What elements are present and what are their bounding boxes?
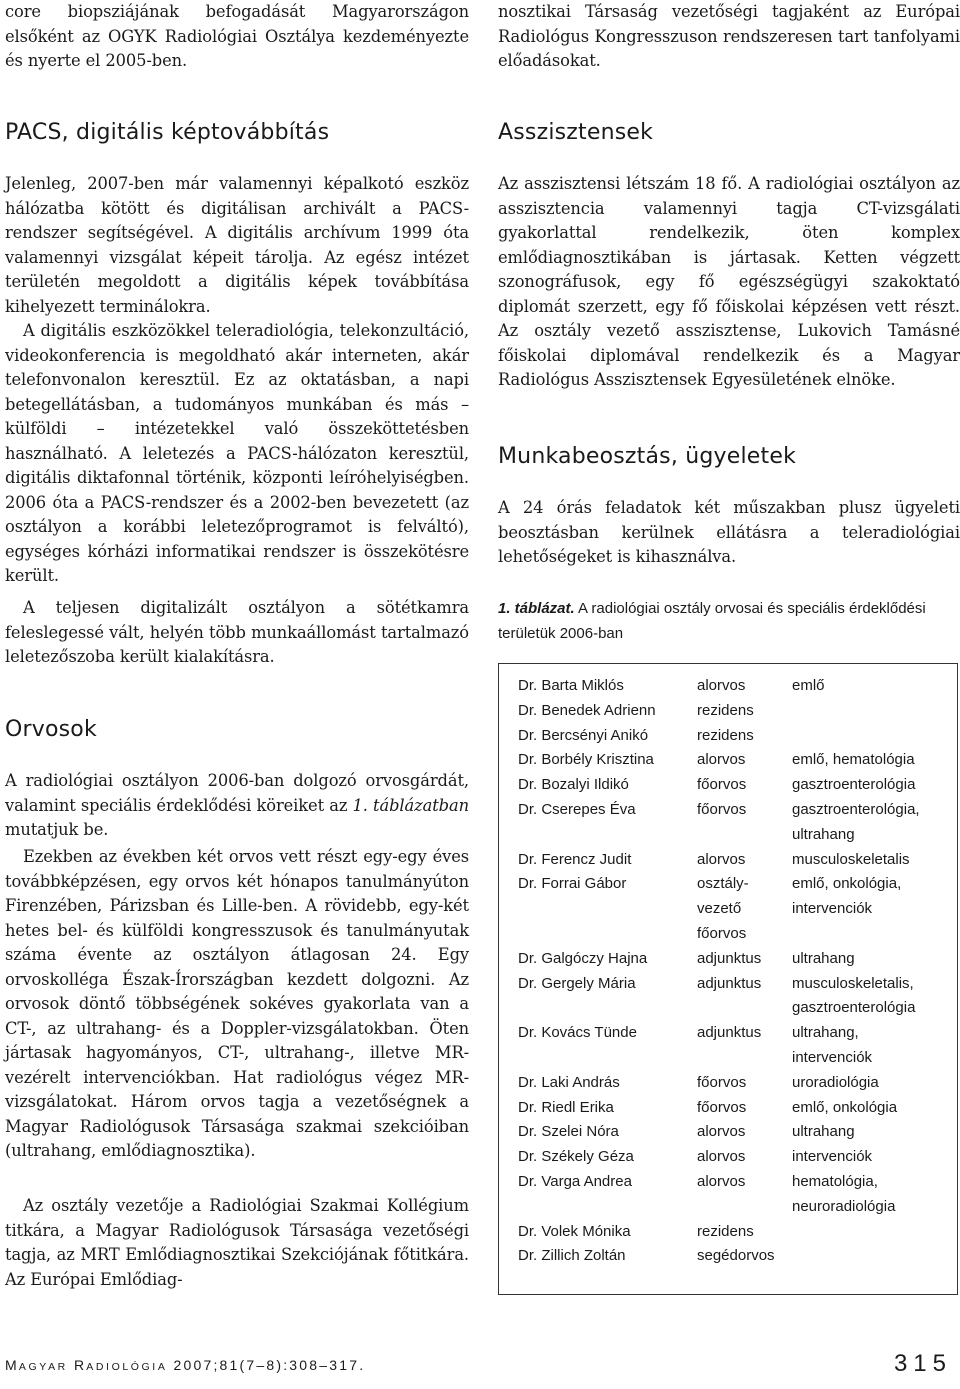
table-cell-field: neuroradiológia (792, 1197, 896, 1215)
table-row (499, 1145, 957, 1170)
table-cell-field: musculoskeletalis (792, 850, 910, 868)
table-row (499, 674, 957, 699)
table-row (499, 947, 957, 972)
table-cell-role: osztály- (697, 875, 749, 893)
table-cell-field: intervenciók (792, 900, 873, 918)
right-intro-paragraph: nosztikai Társaság vezetőségi tagjaként az Európai Radiológus Kongresszuson rendszeresen tart tanfolyami előadásokat. (498, 2, 960, 70)
table-cell-role: rezidens (697, 1222, 754, 1240)
table-cell-field: gasztroenterológia (792, 999, 916, 1017)
table-cell-name: Dr. Gergely Mária (518, 974, 636, 992)
table-cell-role: főorvos (697, 925, 747, 942)
table-cell-name: Dr. Székely Géza (518, 1148, 634, 1166)
pacs-paragraph-2: A digitális eszközökkel teleradiológia, telekonzultáció, videokonferencia is megoldható akár interneten, akár telefonvonalon keresztül. Ez az oktatásban, a napi betegellátásban, a tudományos munkában és más – külföldi – intézetekkel való összeköttetésben használható. A leletezés a PACS-hálózaton keresztül, digitális diktafonnal történik, központi leíróhelyiségben. 2006 óta a PACS-rendszer és a 2002-ben bevezetett (az osztályon a korábbi leletezőprogramot is felváltó), egységes kórházi informatikai rendszer is összekötésre került. (5, 321, 469, 585)
table-cell-field: intervenciók (792, 1148, 873, 1166)
table-cell-field: ultrahang (792, 1123, 855, 1141)
table-row (499, 1220, 957, 1245)
pacs-paragraph-1: Jelenleg, 2007-ben már valamennyi képalkotó eszköz hálózatba kötött és digitálisan archivált a PACS-rendszer segítségével. A digitális archívum 1999 óta valamennyi vizsgálat képeit tárolja. Az egész intézet területén megoldott a digitális képek továbbítása kihelyezett terminálokra. (5, 174, 469, 316)
table-row (499, 972, 957, 997)
orvosok-paragraph-3: Az osztály vezetője a Radiológiai Szakmai Kollégium titkára, a Magyar Radiológusok Társasága vezetőségi tagja, az MRT Emlődiagnosztikai Szekciójának főtitkára. Az Európai Emlődiag- (5, 1196, 469, 1289)
pacs-heading: PACS, digitális képtovábbítás (5, 120, 330, 145)
journal-smallcaps-agyar: AGYAR (18, 1361, 68, 1373)
table-cell-field: emlő, onkológia (792, 1098, 898, 1116)
table-caption-text: A radiológiai osztály orvosai és speciális érdeklődési területük 2006-ban (498, 600, 926, 642)
table-cell-field: musculoskeletalis, (792, 974, 914, 992)
table-cell-field: ultrahang (792, 825, 855, 843)
table-cell-role: főorvos (697, 801, 747, 818)
table-cell-role: alorvos (697, 677, 746, 694)
table-cell-role: rezidens (697, 726, 754, 744)
table-cell-field: emlő (792, 677, 825, 694)
table-row (499, 748, 957, 773)
left-intro-paragraph: core biopsziájának befogadását Magyarországon elsőként az OGYK Radiológiai Osztálya kezdeményezte és nyerte el 2005-ben. (5, 2, 469, 70)
asszisztensek-paragraph: Az asszisztensi létszám 18 fő. A radiológiai osztályon az asszisztencia valamennyi tagja CT-vizsgálati gyakorlattal rendelkezik, öten komplex emlődiagnosztikában is jártasak. Ketten végzett szonográfusok, egy fő egészségügyi szakoktató diplomát szerzett, egy fő főiskolai képzésen vett részt. Az osztály vezető asszisztense, Lukovich Tamásné főiskolai diplomával rendelkezik és a Magyar Radiológus Asszisztensek Egyesületének elnöke. (498, 174, 960, 389)
table-cell-name: Dr. Laki András (518, 1073, 620, 1091)
table-row (499, 798, 957, 823)
radiologists-table (498, 663, 958, 1295)
table-cell-field: hematológia, (792, 1173, 878, 1190)
table-cell-role: vezető (697, 900, 742, 918)
table-row-continuation (499, 1046, 957, 1071)
table-cell-field: emlő, hematológia (792, 751, 915, 769)
table-caption (498, 596, 960, 646)
table-cell-field: ultrahang, (792, 1024, 859, 1042)
table-cell-field: uroradiológia (792, 1073, 879, 1091)
table-row (499, 872, 957, 897)
table-cell-role: alorvos (697, 1173, 746, 1190)
table-cell-role: alorvos (697, 1123, 746, 1141)
table-row (499, 699, 957, 724)
citation-text: 2007;81(7–8):308–317. (167, 1357, 366, 1373)
orvosok-p1-text-a: A radiológiai osztályon 2006-ban dolgozó orvosgárdát, valamint speciális érdeklődési köreiket az (5, 771, 469, 815)
journal-initial-r: R (73, 1357, 87, 1373)
table-cell-field: intervenciók (792, 1049, 873, 1066)
table-cell-role: adjunktus (697, 1024, 762, 1042)
table-row-continuation (499, 823, 957, 848)
table-cell-name: Dr. Szelei Nóra (518, 1123, 619, 1141)
table-cell-name: Dr. Volek Mónika (518, 1222, 631, 1240)
table-cell-name: Dr. Cserepes Éva (518, 801, 636, 818)
table-reference: 1. táblázatban (352, 795, 469, 815)
table-cell-name: Dr. Zillich Zoltán (518, 1247, 626, 1265)
table-cell-name: Dr. Barta Miklós (518, 677, 624, 694)
table-row (499, 773, 957, 798)
table-cell-role: alorvos (697, 1148, 746, 1166)
journal-citation (5, 1357, 365, 1373)
table-row-continuation (499, 1195, 957, 1220)
orvosok-paragraph-2: Ezekben az években két orvos vett részt egy-egy éves továbbképzésen, egy orvos két hónapos tanulmányúton Firenzében, Párizsban és Lille-ben. A rövidebb, egy-két hetes bel- és külföldi kongresszusok és tanulmányutak száma évente az osztályon átlagosan 24. Egy orvoskolléga Észak-Írországban kezdett dolgozni. Az orvosok döntő többségének sokéves gyakorlata van a CT-, az ultrahang- és a Doppler-vizsgálatokban. Öten jártasak hagyományos, CT-, ultrahang-, illetve MR-vezérelt intervenciókban. Hat radiológus végez MR-vizsgálatokat. Három orvos tagja a vezetőségnek a Magyar Radiológusok Társasága szakmai szekcióiban (ultrahang, emlődiagnosztika). (5, 847, 469, 1160)
table-cell-role: alorvos (697, 751, 746, 769)
table-cell-role: alorvos (697, 850, 746, 868)
munkabeosztas-heading: Munkabeosztás, ügyeletek (498, 444, 797, 469)
table-row-continuation (499, 922, 957, 947)
table-cell-name: Dr. Ferencz Judit (518, 850, 632, 868)
table-row (499, 1244, 957, 1269)
table-caption-number: 1. táblázat. (498, 600, 575, 617)
pacs-paragraph-3: A teljesen digitalizált osztályon a sötétkamra feleslegessé vált, helyén több munkaállomást tartalmazó leletezőszoba került kialakításra. (5, 598, 469, 666)
table-cell-name: Dr. Forrai Gábor (518, 875, 627, 893)
table-cell-role: rezidens (697, 701, 754, 719)
table-cell-field: gasztroenterológia, (792, 801, 920, 818)
table-cell-role: főorvos (697, 1098, 747, 1116)
table-row (499, 1071, 957, 1096)
table-cell-role: főorvos (697, 1073, 747, 1091)
munkabeosztas-paragraph: A 24 órás feladatok két műszakban plusz ügyeleti beosztásban kerülnek ellátásra a teleradiológiai lehetőségeket is kihasználva. (498, 498, 960, 566)
journal-smallcaps-adiologia: ADIOLÓGIA (86, 1361, 168, 1373)
table-cell-role: főorvos (697, 776, 747, 794)
table-cell-role: adjunktus (697, 974, 762, 992)
table-cell-name: Dr. Benedek Adrienn (518, 701, 656, 719)
table-cell-field: gasztroenterológia (792, 776, 916, 794)
table-row (499, 1096, 957, 1121)
table-row (499, 1021, 957, 1046)
table-row (499, 1120, 957, 1145)
table-row-continuation (499, 996, 957, 1021)
orvosok-p1-text-b: mutatjuk be. (5, 820, 109, 839)
asszisztensek-heading: Asszisztensek (498, 120, 654, 145)
table-row (499, 848, 957, 873)
journal-initial-m: M (5, 1357, 19, 1373)
table-cell-field: ultrahang (792, 949, 855, 967)
orvosok-paragraph-1 (5, 769, 469, 843)
table-cell-name: Dr. Bozalyi Ildikó (518, 776, 629, 794)
table-row (499, 1170, 957, 1195)
table-cell-name: Dr. Borbély Krisztina (518, 751, 654, 769)
table-cell-role: adjunktus (697, 949, 762, 967)
table-cell-name: Dr. Varga Andrea (518, 1173, 632, 1190)
table-row-continuation (499, 897, 957, 922)
table-cell-name: Dr. Kovács Tünde (518, 1024, 637, 1042)
table-cell-name: Dr. Galgóczy Hajna (518, 949, 648, 967)
table-cell-name: Dr. Bercsényi Anikó (518, 726, 649, 744)
orvosok-heading: Orvosok (5, 717, 97, 742)
table-cell-field: emlő, onkológia, (792, 875, 902, 893)
table-cell-name: Dr. Riedl Erika (518, 1098, 614, 1116)
page-number: 315 (893, 1350, 952, 1377)
table-cell-role: segédorvos (697, 1247, 775, 1265)
table-row (499, 724, 957, 749)
